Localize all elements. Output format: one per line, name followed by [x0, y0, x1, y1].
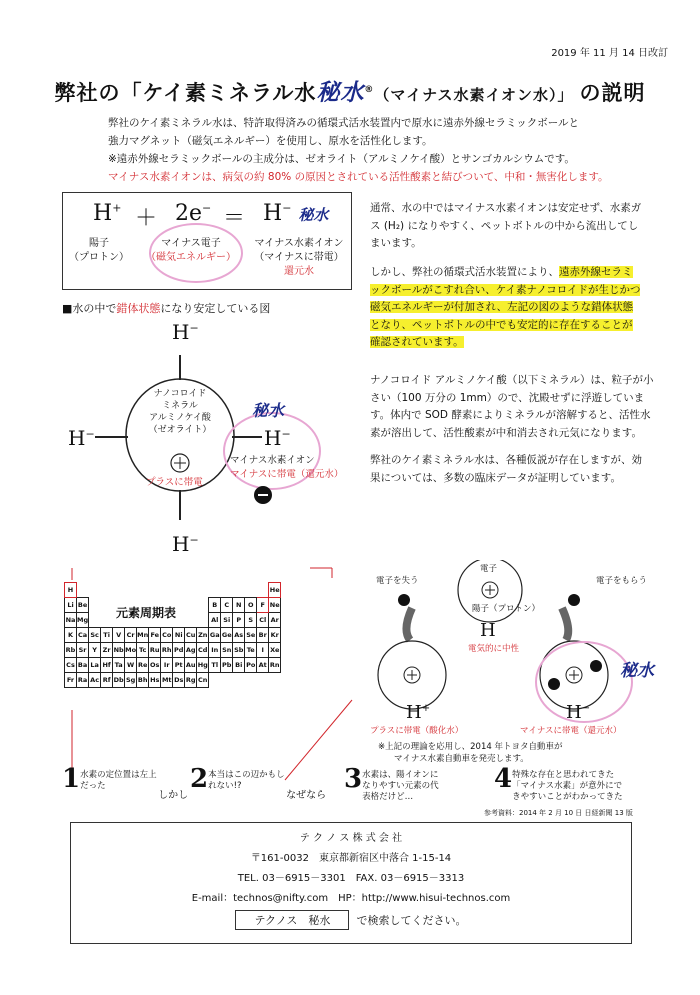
step-tail: しかし	[158, 790, 189, 801]
element-cell: Hs	[149, 673, 161, 688]
eq-h-minus: H− 秘水	[263, 201, 329, 226]
h-minus-top: H−	[172, 320, 199, 344]
h-minus-caption: マイナスに帯電（還元水）	[520, 726, 622, 736]
element-cell: In	[209, 643, 221, 658]
element-cell: Rf	[101, 673, 113, 688]
element-cell: Os	[149, 658, 161, 673]
h-minus-left: H−	[68, 426, 95, 450]
element-cell: W	[125, 658, 137, 673]
search-row	[71, 910, 631, 930]
element-cell: Sc	[89, 628, 101, 643]
element-cell: Cs	[65, 658, 77, 673]
atom-h-plus: H+	[406, 702, 431, 723]
search-box: テクノス 秘水	[235, 910, 349, 930]
element-cell: H	[65, 583, 77, 598]
element-cell: Co	[161, 628, 173, 643]
element-cell: Bh	[137, 673, 149, 688]
element-cell: Sn	[221, 643, 233, 658]
intro-line: ※遠赤外線セラミックボールの主成分は、ゼオライト（アルミノケイ酸）とサンゴカルシウムです。	[108, 153, 575, 165]
company-tel: TEL. 03－6915－3301 FAX. 03－6915－3313	[237, 873, 465, 884]
h-plus-caption: プラスに帯電（酸化水）	[370, 726, 464, 736]
h-minus-bottom: H−	[172, 532, 199, 556]
element-cell: Ir	[161, 658, 173, 673]
element-cell: Ca	[77, 628, 89, 643]
element-cell: Ru	[149, 643, 161, 658]
element-cell: Hf	[101, 658, 113, 673]
title-paren: （マイナス水素イオン水）」	[374, 86, 574, 104]
step-number: 3	[344, 764, 363, 794]
element-cell: Rg	[185, 673, 197, 688]
label-electron: マイナス電子 （磁気エネルギー）	[146, 238, 236, 263]
text-p2: しかし、弊社の循環式活水装置により、遠赤外線セラミックボールがこすれ合い、ケイ素ナノコロイドが生じかつ磁気エネルギーが付加され、左記の図のような錯体状態となり、ペットボトルの中でも安定的に存在することが確認されています。	[370, 266, 641, 348]
element-cell: Sr	[77, 643, 89, 658]
text-p1: 通常、水の中ではマイナス水素イオンは安定せず、水素ガス (H₂) になりやすく、ペットボトルの中から流出してしまいます。	[370, 202, 642, 249]
highlighted-text: 遠赤外線セラミックボールがこすれ合い、ケイ素ナノコロイドが生じかつ磁気エネルギーが付加され、左記の図のような錯体状態となり、ペットボトルの中でも安定的に存在することが確認されています。	[370, 266, 641, 348]
element-cell: Se	[245, 628, 257, 643]
element-cell: Hg	[197, 658, 209, 673]
element-cell: Pd	[173, 643, 185, 658]
element-cell: Te	[245, 643, 257, 658]
element-cell: Po	[245, 658, 257, 673]
company-name: テ ク ノ ス 株 式 会 社	[299, 833, 403, 844]
h-minus-right: H−	[264, 426, 291, 450]
element-cell: Be	[77, 598, 89, 613]
element-cell: Mn	[137, 628, 149, 643]
element-cell: Cr	[125, 628, 137, 643]
note-line1: ※上記の理論を応用し、2014 年トヨタ自動車が	[378, 742, 563, 752]
text-p4: 弊社のケイ素ミネラル水は、各種仮説が存在しますが、効果については、多数の臨床データが証明しています。	[370, 454, 642, 484]
element-cell: F	[257, 598, 269, 613]
brand-logo-diagram: 秘水	[252, 401, 285, 420]
brand-logo: 秘水	[316, 79, 365, 106]
eq-h-plus: H+	[93, 201, 122, 226]
colloid-label: ナノコロイド ミネラル アルミノケイ酸 （ゼオライト）	[148, 389, 212, 435]
element-cell: Mg	[77, 613, 89, 628]
plus-charge-label: プラスに帯電	[146, 477, 203, 488]
element-cell: Ge	[221, 628, 233, 643]
atom-h-minus: H−	[566, 702, 591, 723]
reference: 参考資料：2014 年 2 月 10 日 日経新聞 13 版	[484, 809, 633, 817]
element-cell: Li	[65, 598, 77, 613]
intro-line: 強力マグネット（磁気エネルギー）を使用し、原水を活性化します。	[108, 135, 433, 147]
title-prefix: 弊社の「ケイ素ミネラル水	[54, 81, 317, 105]
step-text: 水素は、陽イオンになりやすい元素の代表格だけど…	[362, 770, 439, 802]
step-4	[494, 764, 630, 803]
element-cell: Au	[185, 658, 197, 673]
element-cell: Nb	[113, 643, 125, 658]
element-cell: Br	[257, 628, 269, 643]
step-text: 本当はこの辺かもしれない!?	[208, 770, 285, 791]
element-cell: Ag	[185, 643, 197, 658]
gain-electron-label: 電子をもらう	[596, 576, 648, 586]
electron-label: 電子	[480, 564, 498, 574]
element-cell: P	[233, 613, 245, 628]
brand-logo-small: 秘水	[298, 206, 329, 224]
equation-box	[62, 192, 352, 290]
step-text: 水素の定位置は左上だった	[80, 770, 157, 791]
element-cell: Ne	[269, 598, 281, 613]
element-cell: Rb	[65, 643, 77, 658]
element-cell: Tc	[137, 643, 149, 658]
revision-date: 2019 年 11 月 14 日改訂	[551, 48, 668, 59]
step-3	[344, 764, 440, 803]
element-cell: As	[233, 628, 245, 643]
intro-line-red: マイナス水素イオンは、病気の約 80% の原因とされている活性酸素と結びついて、中和・無害化します。	[108, 171, 609, 183]
eq-electrons: 2e−	[175, 201, 212, 226]
step-number: 1	[62, 764, 81, 794]
element-cell: Rh	[161, 643, 173, 658]
element-cell: O	[245, 598, 257, 613]
element-cell: Cl	[257, 613, 269, 628]
element-cell: Cn	[197, 673, 209, 688]
element-cell: He	[269, 583, 281, 598]
element-cell: Ar	[269, 613, 281, 628]
label-proton: 陽子 （プロトン）	[69, 238, 129, 263]
eq-equals: ＝	[223, 206, 246, 231]
element-cell: Ti	[101, 628, 113, 643]
step-number: 2	[190, 764, 209, 794]
title-suffix: の説明	[579, 81, 646, 105]
company-box	[70, 822, 632, 944]
ion-charge-label: マイナスに帯電（還元水）	[230, 469, 344, 480]
ion-label: マイナス水素イオン	[230, 455, 315, 466]
element-cell: Ds	[173, 673, 185, 688]
neutral-label: 電気的に中性	[468, 644, 520, 654]
periodic-arrows	[60, 560, 360, 790]
registered-mark: ®	[364, 85, 375, 95]
text-p3: ナノコロイド アルミノケイ酸（以下ミネラル）は、粒子が小さい（100 万分の 1mm）ので、沈殿せずに浮遊しています。体内で SOD 酵素によりミネラルが溶解すると、活性水素が溶出して、活性酸素が中和消去され元気になります。	[370, 374, 654, 439]
element-cell: Zr	[101, 643, 113, 658]
step-number: 4	[494, 764, 513, 794]
element-cell: Cd	[197, 643, 209, 658]
intro-text	[108, 114, 648, 186]
steps-row	[62, 764, 662, 804]
element-cell: Re	[137, 658, 149, 673]
element-cell: C	[221, 598, 233, 613]
element-cell: Ta	[113, 658, 125, 673]
element-cell: Xe	[269, 643, 281, 658]
company-email: E-mail：technos@nifty.com HP：http://www.hisui-technos.com	[191, 893, 511, 904]
element-cell: Db	[113, 673, 125, 688]
element-cell: I	[257, 643, 269, 658]
element-cell: Fe	[149, 628, 161, 643]
brand-logo-atom: 秘水	[620, 661, 654, 681]
element-cell: Mo	[125, 643, 137, 658]
search-suffix: で検索してください。	[356, 914, 467, 927]
element-cell: Ni	[173, 628, 185, 643]
element-cell: N	[233, 598, 245, 613]
element-cell: Pb	[221, 658, 233, 673]
element-cell: Zn	[197, 628, 209, 643]
element-cell: La	[89, 658, 101, 673]
element-cell: Ga	[209, 628, 221, 643]
element-cell: Na	[65, 613, 77, 628]
element-cell: Sb	[233, 643, 245, 658]
intro-line: 弊社のケイ素ミネラル水は、特許取得済みの循環式活水装置内で原水に遠赤外線セラミックボールと	[108, 117, 580, 129]
element-cell: Kr	[269, 628, 281, 643]
highlight-circle	[149, 223, 243, 283]
element-cell: Y	[89, 643, 101, 658]
eq-plus: ＋	[135, 206, 158, 231]
element-cell: V	[113, 628, 125, 643]
element-cell: Pt	[173, 658, 185, 673]
periodic-title: 元素周期表	[116, 606, 177, 620]
page-title	[0, 74, 700, 107]
element-cell: Fr	[65, 673, 77, 688]
step-tail: なぜなら	[286, 790, 327, 801]
element-cell: Ra	[77, 673, 89, 688]
step-2	[190, 764, 326, 801]
note-line2: マイナス水素自動車を発売します。	[394, 754, 529, 764]
element-cell: K	[65, 628, 77, 643]
atom-h: H	[480, 620, 496, 641]
element-cell: Rn	[269, 658, 281, 673]
element-cell: Cu	[185, 628, 197, 643]
element-cell: Bi	[233, 658, 245, 673]
label-hydride: マイナス水素イオン （マイナスに帯電） 還元水	[254, 238, 344, 277]
lose-electron-label: 電子を失う	[376, 576, 419, 586]
element-cell: Tl	[209, 658, 221, 673]
element-cell: S	[245, 613, 257, 628]
company-address: 〒161-0032 東京都新宿区中落合 1-15-14	[250, 853, 452, 864]
proton-label: 陽子（プロトン）	[472, 604, 541, 614]
element-cell: Al	[209, 613, 221, 628]
element-cell: Mt	[161, 673, 173, 688]
step-text: 特殊な存在と思われてきた「マイナス水素」が意外にできやすいことがわかってきた	[512, 770, 623, 802]
element-cell: Sg	[125, 673, 137, 688]
element-cell: At	[257, 658, 269, 673]
element-cell: B	[209, 598, 221, 613]
complex-caption: ■水の中で錯体状態になり安定している図	[62, 302, 271, 315]
step-1	[62, 764, 188, 801]
element-cell: Si	[221, 613, 233, 628]
element-cell: Ac	[89, 673, 101, 688]
element-cell: Ba	[77, 658, 89, 673]
